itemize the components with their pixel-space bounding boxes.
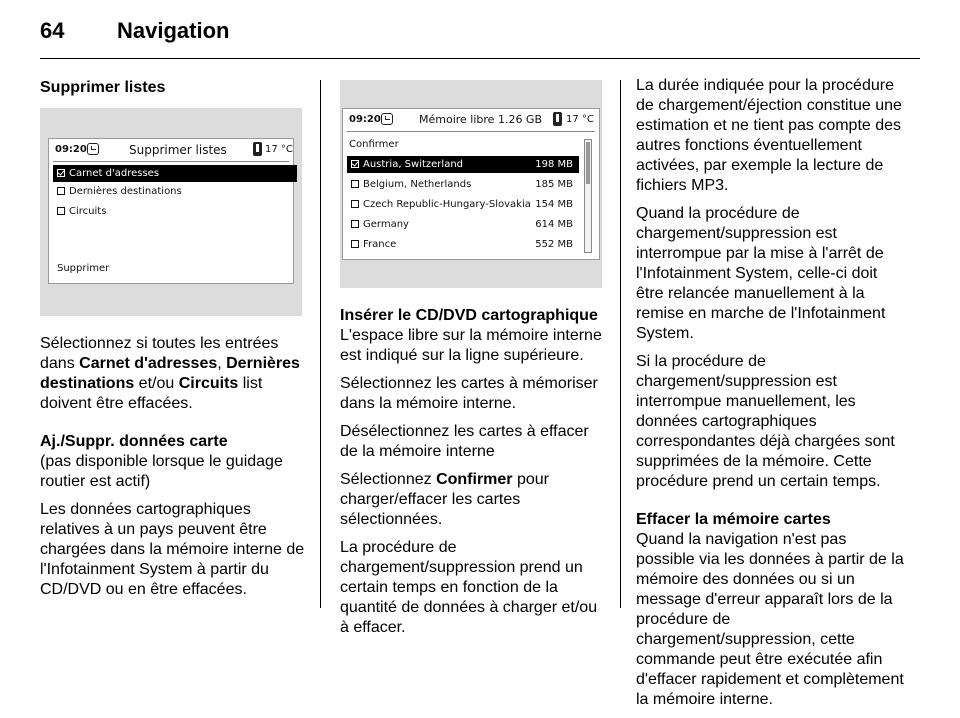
checkbox-icon xyxy=(351,240,359,248)
screen-title: Supprimer listes xyxy=(129,143,227,157)
screen-header-line xyxy=(347,131,595,132)
list-item-label: Circuits xyxy=(69,206,107,217)
paragraph-select-lists: Sélectionnez si toutes les entrées dans Carnet d'adresses, Dernières destinations et/ou Circuits list doivent être effacées. xyxy=(40,335,300,412)
paragraph-deselect-maps: Désélectionnez les cartes à effacer de la mémoire interne xyxy=(340,423,589,460)
checkbox-icon xyxy=(351,200,359,208)
paragraph-select-maps: Sélectionnez les cartes à mémoriser dans la mémoire interne. xyxy=(340,375,598,412)
header-rule xyxy=(40,58,920,59)
list-item-circuits[interactable] xyxy=(53,203,289,220)
paragraph-confirm: Sélectionnez Confirmer pour charger/effacer les cartes sélectionnées. xyxy=(340,471,549,528)
map-item-label: Germany xyxy=(363,219,409,230)
screen-time: 09:20 xyxy=(349,114,381,125)
list-item-carnet[interactable] xyxy=(53,165,297,182)
column-divider-1 xyxy=(320,80,321,608)
section-heading-supprimer-listes xyxy=(40,78,310,98)
paragraph-erase-info: Quand la navigation n'est pas possible via les données à partir de la mémoire des données ou si un message d'erreur apparaît lors de la procédure de chargement/suppression, cette commande peut être exécutée afin d'effacer rapidement et complètement la mémoire interne. xyxy=(636,531,904,708)
screen-free-memory-frame xyxy=(340,80,602,288)
map-item-label: France xyxy=(363,239,397,250)
heading-erase-memory: Effacer la mémoire cartes xyxy=(636,511,831,528)
map-item-size: 198 MB xyxy=(535,159,573,170)
heading-map-data: Aj./Suppr. données carte xyxy=(40,433,228,450)
checkbox-checked-icon xyxy=(351,160,359,168)
checkbox-icon xyxy=(57,187,65,195)
temperature-icon xyxy=(553,112,562,126)
column-1-text xyxy=(40,334,312,608)
paragraph-interrupted-off: Quand la procédure de chargement/suppression est interrompue par la mise à l'arrêt de l'Infotainment System, celle-ci doit être relancée manuellement à la remise en marche de l'Infotainment System. xyxy=(636,205,886,342)
screen-delete-lists-frame xyxy=(40,108,302,316)
map-item-size: 185 MB xyxy=(535,179,573,190)
map-item-austria[interactable] xyxy=(347,156,579,173)
map-item-belgium[interactable] xyxy=(347,176,579,193)
map-item-size: 154 MB xyxy=(535,199,573,210)
screen-header-line xyxy=(53,161,289,162)
map-item-size: 552 MB xyxy=(535,239,573,250)
clock-icon xyxy=(381,113,393,125)
scrollbar-thumb[interactable] xyxy=(586,142,590,184)
column-2-text xyxy=(340,306,606,646)
list-item-label: Dernières destinations xyxy=(69,186,182,197)
screen-title: Mémoire libre 1.26 GB xyxy=(419,113,543,126)
temperature-icon xyxy=(253,142,262,156)
map-item-label: Austria, Switzerland xyxy=(363,159,464,170)
checkbox-icon xyxy=(57,207,65,215)
screen-free-memory xyxy=(342,108,600,260)
paragraph-duration: La durée indiquée pour la procédure de chargement/éjection constitue une estimation et ne tient pas compte des autres fonctions éventuellement activées, par exemple la lecture de fichiers MP3. xyxy=(636,77,902,194)
column-divider-2 xyxy=(620,80,621,608)
screen-time: 09:20 xyxy=(55,144,87,155)
column-3-text xyxy=(636,76,906,718)
map-item-france[interactable] xyxy=(347,236,579,253)
checkbox-checked-icon xyxy=(57,169,65,177)
list-item-dernieres[interactable] xyxy=(53,183,289,200)
map-item-label: Czech Republic-Hungary-Slovakia xyxy=(363,199,531,210)
page-title: Navigation xyxy=(117,18,230,43)
clock-icon xyxy=(87,143,99,155)
map-item-czech[interactable] xyxy=(347,196,579,213)
paragraph-free-space: L'espace libre sur la mémoire interne est indiqué sur la ligne supérieure. xyxy=(340,327,602,364)
checkbox-icon xyxy=(351,180,359,188)
page-number: 64 xyxy=(40,18,65,43)
map-item-label: Belgium, Netherlands xyxy=(363,179,472,190)
paragraph-interrupted-manual: Si la procédure de chargement/suppression est interrompue manuellement, les données cartographiques correspondantes déjà chargées sont supprimées de la mémoire. Cette procédure prend un certain temps. xyxy=(636,353,895,490)
screen-delete-lists xyxy=(48,138,294,284)
paragraph-procedure-time: La procédure de chargement/suppression prend un certain temps en fonction de la quantité de données à charger et/ou à effacer. xyxy=(340,539,598,636)
list-item-label: Carnet d'adresses xyxy=(69,168,160,179)
scrollbar[interactable] xyxy=(584,139,592,253)
paragraph-map-data-info: Les données cartographiques relatives à un pays peuvent être chargées dans la mémoire interne de l'Infotainment System à partir du CD/DVD ou en être effacées. xyxy=(40,501,305,598)
map-item-size: 614 MB xyxy=(535,219,573,230)
paragraph-not-available: (pas disponible lorsque le guidage routier est actif) xyxy=(40,453,283,490)
screen-temperature: 17 °C xyxy=(265,144,293,155)
confirm-button[interactable]: Confirmer xyxy=(349,139,399,150)
heading-insert-cd: Insérer le CD/DVD cartographique xyxy=(340,307,598,324)
map-item-germany[interactable] xyxy=(347,216,579,233)
delete-button[interactable]: Supprimer xyxy=(57,263,110,274)
checkbox-icon xyxy=(351,220,359,228)
screen-temperature: 17 °C xyxy=(566,114,594,125)
heading-supprimer-listes: Supprimer listes xyxy=(40,79,166,96)
